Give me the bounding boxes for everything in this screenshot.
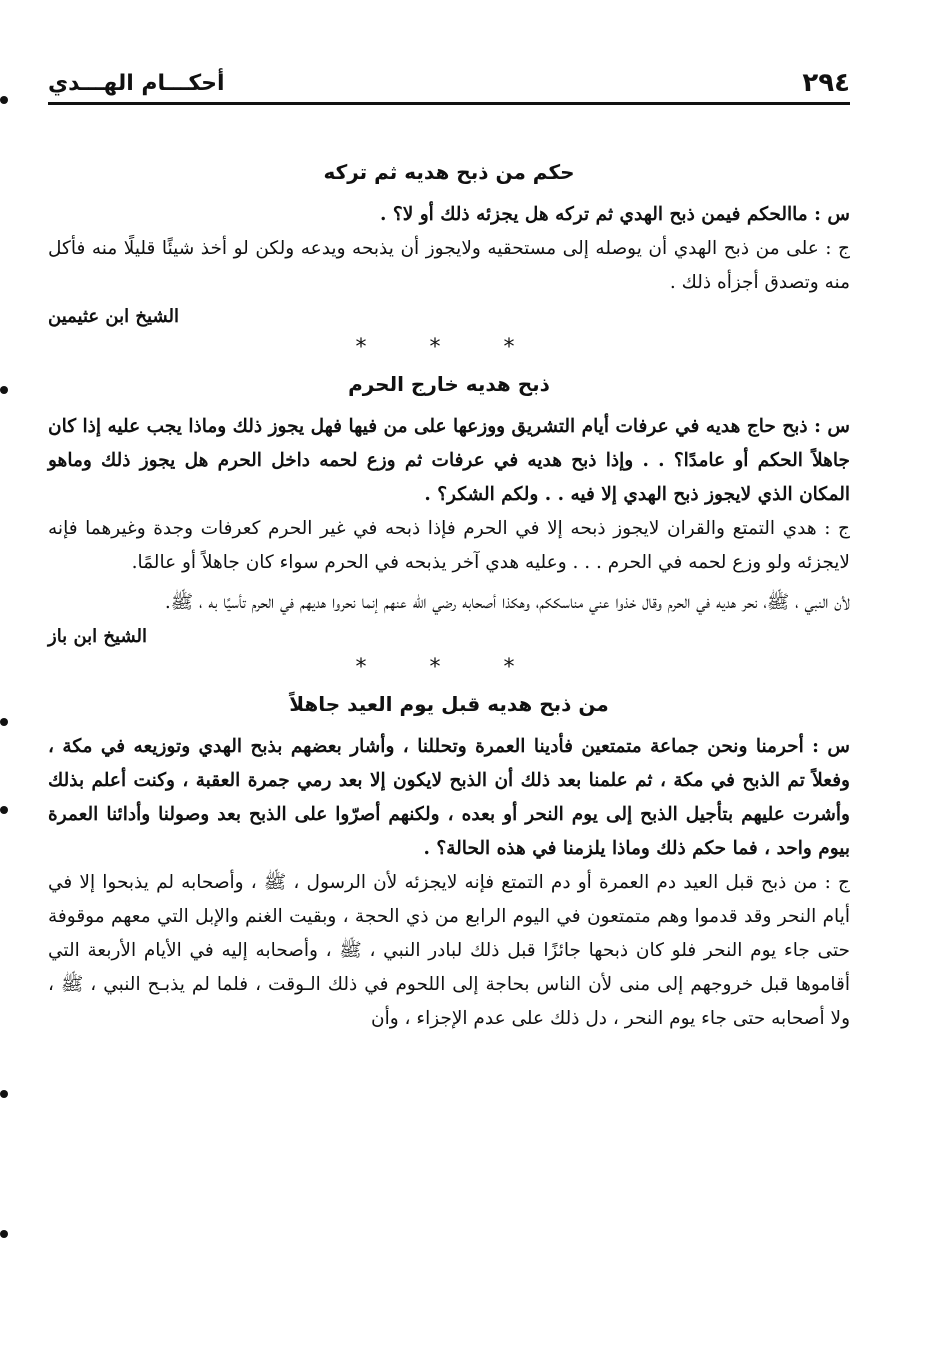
separator: * * * (355, 335, 543, 360)
answer-text: ج : على من ذبح الهدي أن يوصله إلى مستحقيه ولايجوز أن يذبحه ويدعه ولكن لو أخذ شيئًا قليلًا منه فأكل منه وتصدق أجزأه ذلك . (48, 238, 850, 293)
section-1 (48, 160, 850, 327)
page-number: ٢٩٤ (802, 68, 850, 98)
margin-mark (0, 1090, 8, 1098)
page-header (48, 62, 850, 105)
running-title: أحكـــام الهـــدي (48, 71, 225, 96)
section-2 (48, 372, 850, 647)
margin-mark (0, 386, 8, 394)
margin-mark (0, 718, 8, 726)
signature: الشيخ ابن عثيمين (48, 306, 179, 327)
answer-text: ج : هدي التمتع والقران لايجوز ذبحه إلا في الحرم فإذا ذبحه في غير الحرم كعرفات وجدة وغيرهما فإنه لايجزئه ولو وزع لحمه في الحرم . . . وعليه هدي آخر يذبحه في الحرم سواء كان جاهلاً أو عالمًا. (48, 518, 850, 573)
section-heading: من ذبح هديه قبل يوم العيد جاهلاً (289, 692, 609, 716)
section-heading: حكم من ذبح هديه ثم تركه (323, 160, 575, 184)
section-3 (48, 692, 850, 1036)
margin-mark (0, 96, 8, 104)
margin-mark (0, 806, 8, 814)
question-text: س : ماالحكم فيمن ذبح الهدي ثم تركه هل يجزئه ذلك أو لا؟ . (380, 204, 850, 225)
signature: الشيخ ابن باز (48, 626, 148, 647)
page (48, 0, 850, 1370)
margin-mark (0, 1230, 8, 1238)
page-content (48, 150, 850, 1036)
separator: * * * (355, 655, 543, 680)
answer-text-continued: لأن النبي ، ﷺ، نحر هديه في الحرم وقال خذوا عني مناسككم، وهكذا أصحابه رضي الله عنهم إنما نحروا هديهم في الحرم تأسيًا به ، ﷺ. (164, 592, 850, 613)
question-text: س : ذبح حاج هديه في عرفات أيام التشريق ووزعها على من فيها فهل يجوز ذلك وماذا يجب عليه إذا كان جاهلاً الحكم أو عامدًا؟ . . وإذا ذبح هديه في عرفات ثم وزع لحمه داخل الحرم هل يجوز ذلك وماهو المكان الذي لايجوز ذبح الهدي إلا فيه . . ولكم الشكر؟ . (48, 416, 850, 505)
section-heading: ذبح هديه خارج الحرم (348, 372, 550, 396)
question-text: س : أحرمنا ونحن جماعة متمتعين فأدينا العمرة وتحللنا ، وأشار بعضهم بذبح الهدي وتوزيعه في مكة ، وفعلاً تم الذبح في مكة ، ثم علمنا بعد ذلك أن الذبح لايكون إلا بعد رمي جمرة العقبة ، وكنت أعلم بذلك وأشرت عليهم بتأجيل الذبح إلى يوم النحر أو بعده ، ولكنهم أصرّوا على الذبح بعد وصولنا وأدائنا العمرة بيوم واحد ، فما حكم ذلك وماذا يلزمنا في هذه الحالة؟ . (48, 736, 850, 859)
answer-text: ج : من ذبح قبل العيد دم العمرة أو دم التمتع فإنه لايجزئه لأن الرسول ، ﷺ ، وأصحابه لم يذبحوا إلا في أيام النحر وقد قدموا وهم متمتعون في اليوم الرابع من ذي الحجة ، وبقيت الغنم والإبل التي معهم موقوفة حتى جاء يوم النحر فلو كان ذبحها جائزًا قبل ذلك لبادر النبي ، ﷺ ، وأصحابه إليه في الأيام الأربعة التي أقاموها قبل خروجهم إلى منى لأن الناس بحاجة إلى اللحوم في ذلك الـوقت ، فلما لم يذبـح النبي ، ﷺ ، ولا أصحابه حتى جاء يوم النحر ، دل ذلك على عدم الإجزاء ، وأن (48, 872, 850, 1029)
